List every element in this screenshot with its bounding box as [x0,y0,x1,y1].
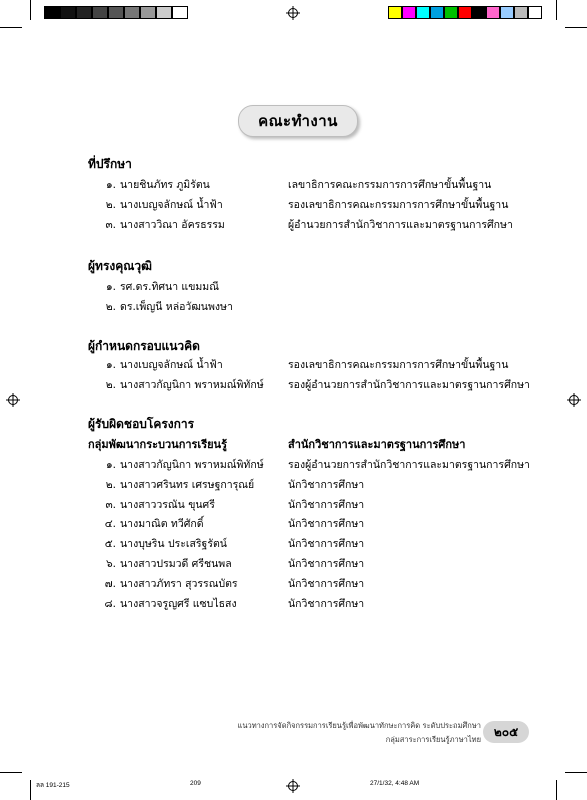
person-position: นักวิชาการศึกษา [288,558,365,570]
person-position: นักวิชาการศึกษา [288,518,365,531]
footer-book-title: แนวทางการจัดกิจกรรมการเรียนรู้เพื่อพัฒนาทักษะการคิด ระดับประถมศึกษา [237,721,481,730]
person-name: นางบุษริน ประเสริฐรัตน์ [120,538,227,551]
registration-mark-right [567,393,581,407]
crop-mark [565,772,587,773]
row-number: ๖. [105,558,116,570]
color-swatch [388,6,402,19]
row-number: ๓. [105,498,116,511]
footer-subject-group: กลุ่มสาระการเรียนรู้ภาษาไทย [385,735,481,744]
crop-mark [0,27,22,28]
row-number: ๓. [105,218,116,231]
row-number: ๕. [104,538,116,551]
color-swatch [458,6,472,19]
person-position: นักวิชาการศึกษา [288,577,365,590]
person-position: รองผู้อำนวยการสำนักวิชาการและมาตรฐานการศึกษา [288,459,530,471]
row-number: ๒. [105,300,116,313]
registration-mark-left [6,393,20,407]
person-name: นายชินภัทร ภูมิรัตน [120,179,210,191]
slug-timestamp: 27/1/32, 4:48 AM [370,780,420,787]
person-name: นางสาวปรมวดี ศรีชนพล [120,558,232,570]
registration-mark-top [286,6,300,20]
person-position: นักวิชาการศึกษา [288,538,365,551]
grayscale-bar [44,6,188,19]
person-name: นางสาวศรินทร เศรษฐการุณย์ [120,478,255,491]
row-number: ๒. [105,378,116,391]
row-number: ๑. [105,179,116,191]
color-swatch [528,6,542,19]
person-name: นางสาวกัญนิกา พราหมณ์พิทักษ์ [120,378,264,391]
person-position: ผู้อำนวยการสำนักวิชาการและมาตรฐานการศึกษา [288,218,513,231]
color-swatch [402,6,416,19]
color-swatch [514,6,528,19]
person-name: นางสาวกัญนิกา พราหมณ์พิทักษ์ [120,459,264,471]
person-position: นักวิชาการศึกษา [288,498,365,511]
row-number: ๒. [105,198,116,211]
person-name: นางสาววรณัน ขุนศรี [120,498,215,511]
row-number: ๑. [105,359,116,371]
person-position: รองผู้อำนวยการสำนักวิชาการและมาตรฐานการศึกษา [288,378,530,391]
row-number: ๑. [105,459,116,471]
crop-mark [565,27,587,28]
row-number: ๒. [105,478,116,491]
section-heading-framework: ผู้กำหนดกรอบแนวคิด [88,339,200,353]
color-swatch [500,6,514,19]
registration-mark-bottom [286,779,300,793]
row-number: ๘. [104,597,116,610]
color-swatch [472,6,486,19]
page-number: ๒๐๕ [483,721,529,743]
color-swatch [416,6,430,19]
crop-mark [30,780,31,800]
page-title: คณะทำงาน [238,105,358,137]
color-registration-bar [388,6,542,19]
person-name: นางมาณิต ทวีศักดิ์ [120,518,204,531]
person-name: นางเบญจลักษณ์ น้ำฟ้า [120,198,223,211]
person-name: นางสาวจรูญศรี แซบไธสง [120,597,237,610]
crop-mark [30,0,31,20]
row-number: ๑. [105,281,116,293]
section-heading-project: ผู้รับผิดชอบโครงการ [88,417,195,431]
person-position: นักวิชาการศึกษา [288,478,365,491]
crop-mark [556,780,557,800]
row-number: ๗. [104,577,116,590]
color-swatch [444,6,458,19]
person-position: รองเลขาธิการคณะกรรมการการศึกษาขั้นพื้นฐาน [288,359,509,371]
section-heading-experts: ผู้ทรงคุณวุฒิ [88,259,152,273]
person-name: นางเบญจลักษณ์ น้ำฟ้า [120,359,223,371]
project-subheading-right: สำนักวิชาการและมาตรฐานการศึกษา [288,438,466,451]
section-heading-advisors: ที่ปรึกษา [88,157,132,171]
person-name: ดร.เพ็ญนี หล่อวัฒนพงษา [120,300,233,313]
person-name: รศ.ดร.ทิศนา แขมมณี [120,281,219,293]
color-swatch [430,6,444,19]
crop-mark [0,772,22,773]
person-position: รองเลขาธิการคณะกรรมการการศึกษาขั้นพื้นฐาน [288,198,509,211]
row-number: ๔. [104,518,116,531]
slug-file: ลล 191-215 [36,782,70,789]
person-name: นางสาวภัทรา สุวรรณบัตร [120,577,238,590]
crop-mark [556,0,557,20]
slug-page: 209 [190,780,201,787]
person-name: นางสาววิณา อัครธรรม [120,218,225,231]
person-position: นักวิชาการศึกษา [288,597,365,610]
color-swatch [486,6,500,19]
person-position: เลขาธิการคณะกรรมการการศึกษาขั้นพื้นฐาน [288,179,492,191]
project-subheading-left: กลุ่มพัฒนากระบวนการเรียนรู้ [88,438,227,451]
